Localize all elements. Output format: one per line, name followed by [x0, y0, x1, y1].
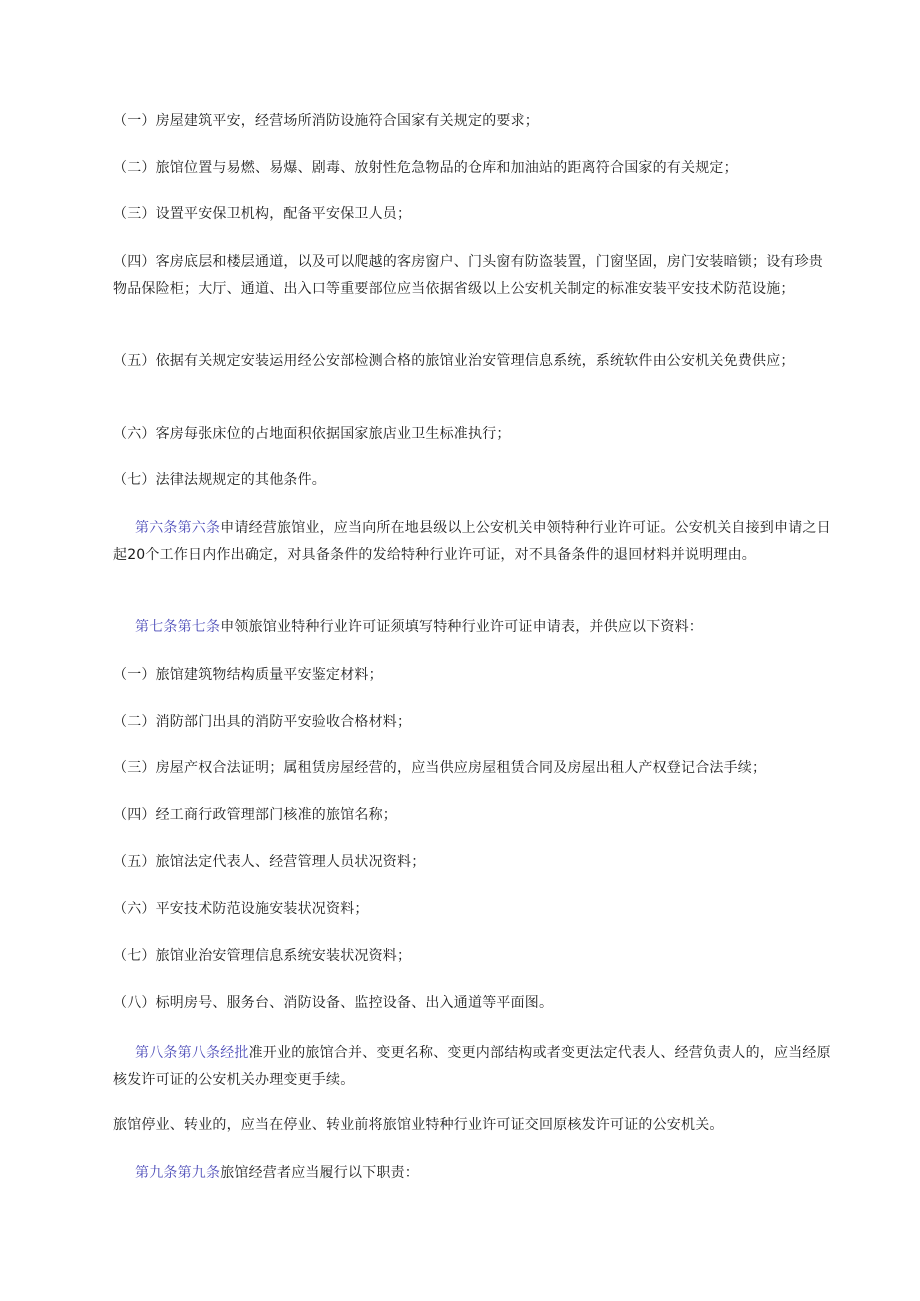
article-8: 第八条第八条经批准开业的旅馆合并、变更名称、变更内部结构或者变更法定代表人、经营负责人的，应当经原核发许可证的公安机关办理变更手续。 — [113, 1045, 831, 1088]
material-6: （六）平安技术防范设施安装状况资料； — [113, 901, 369, 917]
clause-7: （七）法律法规规定的其他条件。 — [113, 472, 326, 488]
material-3: （三）房屋产权合法证明；属租赁房屋经营的，应当供应房屋租赁合同及房屋出租人产权登记合法手续； — [113, 760, 767, 776]
closure-clause: 旅馆停业、转业的，应当在停业、转业前将旅馆业特种行业许可证交回原核发许可证的公安机关。 — [113, 1117, 724, 1133]
article-9-heading[interactable]: 第九条第九条 — [135, 1165, 221, 1181]
material-4: （四）经工商行政管理部门核准的旅馆名称； — [113, 807, 397, 823]
article-7-heading[interactable]: 第七条第七条 — [135, 619, 221, 635]
clause-5: （五）依据有关规定安装运用经公安部检测合格的旅馆业治安管理信息系统，系统软件由公安机关免费供应； — [113, 353, 795, 369]
clause-3: （三）设置平安保卫机构，配备平安保卫人员； — [113, 206, 412, 222]
clause-2: （二）旅馆位置与易燃、易爆、剧毒、放射性危急物品的仓库和加油站的距离符合国家的有关规定； — [113, 160, 738, 176]
clause-1: （一）房屋建筑平安，经营场所消防设施符合国家有关规定的要求； — [113, 113, 539, 129]
article-6: 第六条第六条申请经营旅馆业，应当向所在地县级以上公安机关申领特种行业许可证。公安机关自接到申请之日起20个工作日内作出确定，对具备条件的发给特种行业许可证，对不具备条件的退回材料并说明理由。 — [113, 520, 831, 563]
material-7: （七）旅馆业治安管理信息系统安装状况资料； — [113, 948, 412, 964]
clause-4: （四）客房底层和楼层通道，以及可以爬越的客房窗户、门头窗有防盗装置，门窗坚固，房门安装暗锁；设有珍贵物品保险柜；大厅、通道、出入口等重要部位应当依据省级以上公安机关制定的标准安装平安技术防范设施； — [113, 254, 823, 297]
material-1: （一）旅馆建筑物结构质量平安鉴定材料； — [113, 667, 383, 683]
material-8: （八）标明房号、服务台、消防设备、监控设备、出入通道等平面图。 — [113, 995, 554, 1011]
article-6-heading[interactable]: 第六条第六条 — [135, 520, 221, 536]
clause-6: （六）客房每张床位的占地面积依据国家旅店业卫生标准执行； — [113, 426, 511, 442]
article-9: 第九条第九条旅馆经营者应当履行以下职责： — [135, 1165, 420, 1181]
article-7: 第七条第七条申领旅馆业特种行业许可证须填写特种行业许可证申请表，并供应以下资料： — [135, 619, 704, 635]
article-8-heading[interactable]: 第八条第八条经批 — [135, 1045, 249, 1061]
material-5: （五）旅馆法定代表人、经营管理人员状况资料； — [113, 854, 426, 870]
material-2: （二）消防部门出具的消防平安验收合格材料； — [113, 714, 412, 730]
